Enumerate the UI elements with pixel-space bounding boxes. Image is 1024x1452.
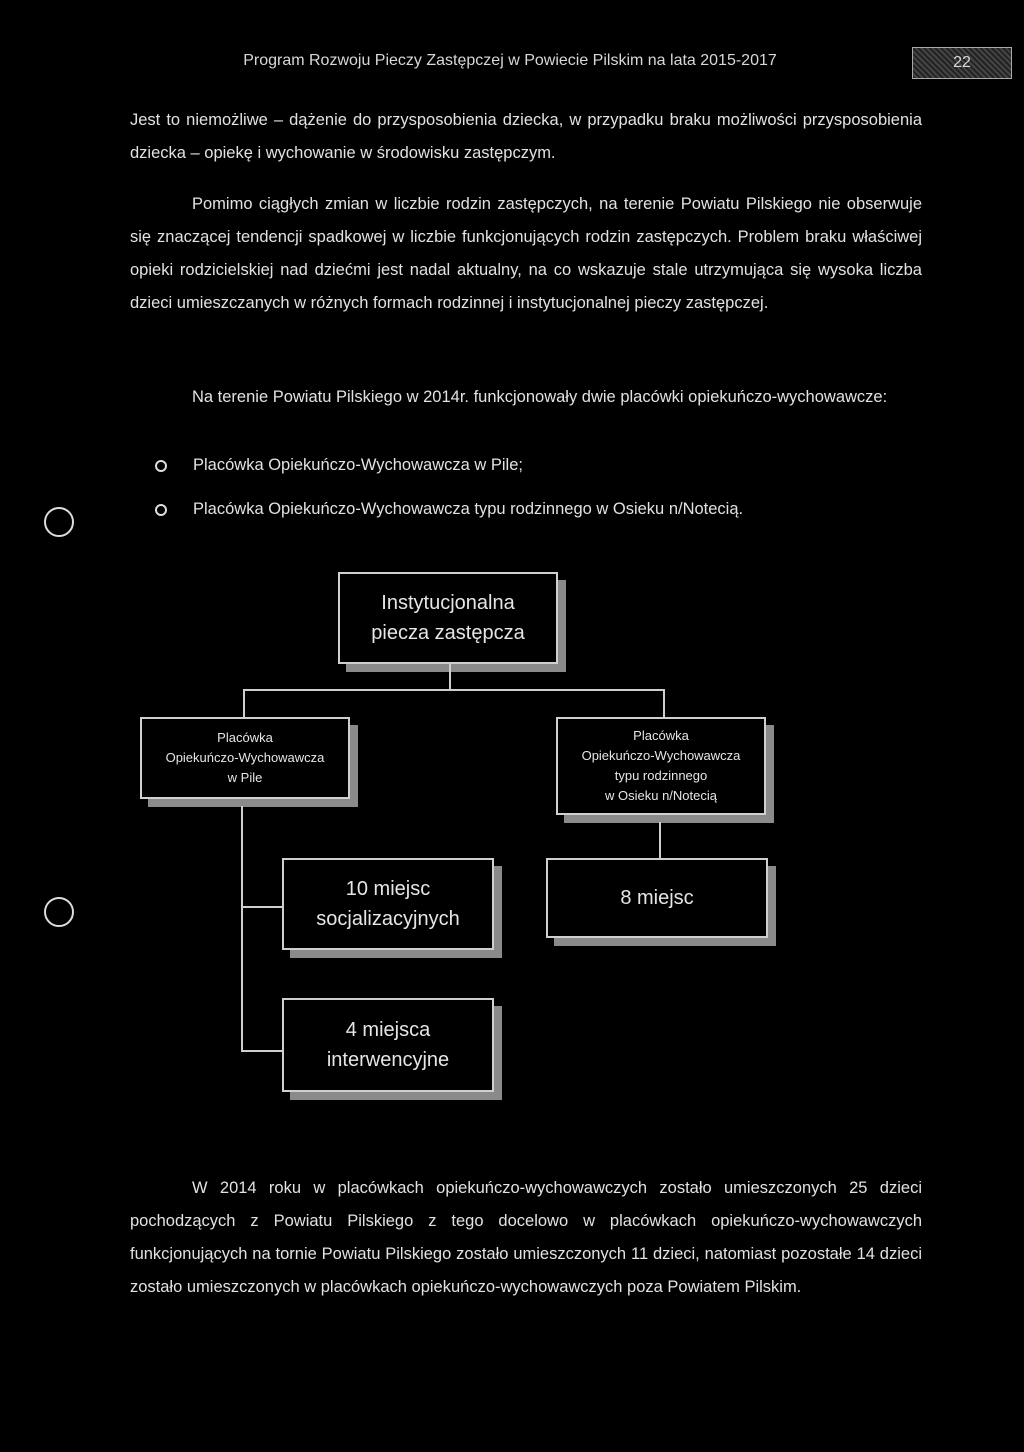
diagram-box-root-line1: Instytucjonalna (381, 592, 515, 614)
diagram-box-intervention-places-line1: 4 miejsca (345, 1019, 431, 1041)
list-item-text: Placówka Opiekuńczo-Wychowawcza typu rodzinnego w Osieku n/Notecią. (193, 500, 744, 518)
diagram-box-family-places (546, 858, 768, 938)
diagram-box-root-line2: piecza zastępcza (371, 622, 525, 644)
list-item (155, 500, 743, 544)
list-item (155, 456, 743, 500)
paragraph-placements-2014: W 2014 roku w placówkach opiekuńczo-wychowawczych zostało umieszczonych 25 dzieci pochodzących z Powiatu Pilskiego z tego docelowo w placówkach opiekuńczo-wychowawczych funkcjonujących na tornie Powiatu Pilskiego zostało umieszczonych 11 dzieci, natomiast pozostałe 14 dzieci zostało umieszczonych w placówkach opiekuńczo-wychowawczych poza Powiatem Pilskim. (130, 1179, 922, 1296)
paragraph-intro: Jest to niemożliwe – dążenie do przysposobienia dziecka, w przypadku braku możliwości przysposobienia dziecka – opiekę i wychowanie w środowisku zastępczym. (130, 111, 922, 162)
diagram-box-family-places-line1: 8 miejsc (620, 887, 694, 909)
binder-hole-bottom (44, 897, 74, 927)
diagram-box-facility-osiek-line3: typu rodzinnego (614, 768, 708, 783)
connector-left-down (243, 689, 245, 717)
diagram-box-root (338, 572, 558, 664)
diagram-box-social-places-line2: socjalizacyjnych (316, 908, 460, 930)
connector-horizontal (243, 689, 665, 691)
connector-right-down (663, 689, 665, 717)
connector-left-to-social (241, 906, 282, 908)
bullet-icon (155, 504, 167, 516)
diagram-box-facility-pila-line3: w Pile (227, 770, 263, 785)
binder-hole-top (44, 507, 74, 537)
connector-right-to-places (659, 822, 661, 858)
diagram-box-facility-osiek-line4: w Osieku n/Notecią (605, 788, 717, 803)
page-header: Program Rozwoju Pieczy Zastępczej w Powiecie Pilskim na lata 2015-2017 (243, 52, 777, 69)
diagram-box-facility-osiek (556, 717, 766, 815)
diagram-box-facility-osiek-line2: Opiekuńczo-Wychowawcza (581, 748, 741, 763)
diagram-box-intervention-places (282, 998, 494, 1092)
diagram-box-facility-osiek-line1: Placówka (633, 728, 689, 743)
bullet-icon (155, 460, 167, 472)
diagram-box-intervention-places-line2: interwencyjne (326, 1049, 450, 1071)
diagram-box-facility-pila (140, 717, 350, 799)
connector-left-trunk (241, 806, 243, 1052)
connector-root-down (449, 664, 451, 690)
diagram-box-social-places (282, 858, 494, 950)
connector-left-to-interv (241, 1050, 282, 1052)
facility-list (155, 456, 743, 544)
paragraph-foster-families: Pomimo ciągłych zmian w liczbie rodzin zastępczych, na terenie Powiatu Pilskiego nie obserwuje się znaczącej tendencji spadkowej w liczbie funkcjonujących rodzin zastępczych. Problem braku właściwej opieki rodzicielskiej nad dziećmi jest nadal aktualny, na co wskazuje stale utrzymująca się wysoka liczba dzieci umieszczanych w różnych formach rodzinnej i instytucjonalnej pieczy zastępczej. (130, 195, 922, 312)
diagram-box-social-places-line1: 10 miejsc (345, 878, 431, 900)
diagram-box-facility-pila-line2: Opiekuńczo-Wychowawcza (165, 750, 325, 765)
diagram-box-facility-pila-line1: Placówka (217, 730, 273, 745)
paragraph-facilities-intro: Na terenie Powiatu Pilskiego w 2014r. funkcjonowały dwie placówki opiekuńczo-wychowawcze: (192, 388, 888, 406)
list-item-text: Placówka Opiekuńczo-Wychowawcza w Pile; (193, 456, 523, 474)
page-number: 22 (912, 47, 1012, 79)
